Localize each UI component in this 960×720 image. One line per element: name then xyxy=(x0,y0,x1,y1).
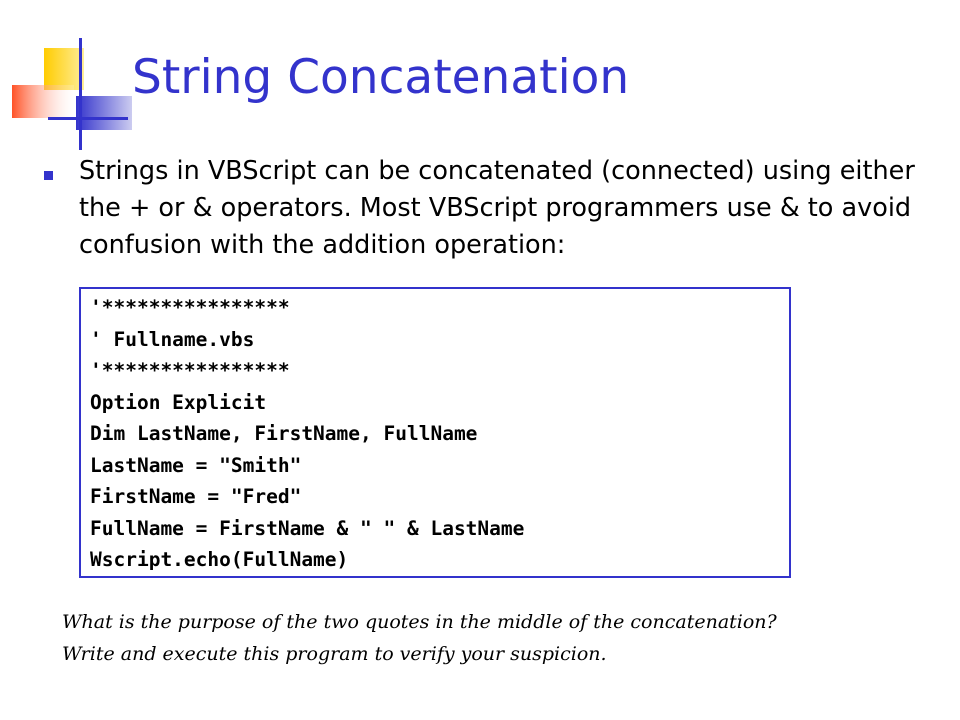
slide-corner-decoration xyxy=(0,0,140,150)
corner-shapes-graphic xyxy=(0,0,140,150)
code-line: LastName = "Smith" xyxy=(90,453,302,477)
code-line: FirstName = "Fred" xyxy=(90,485,302,508)
bullet-point xyxy=(44,153,924,264)
slide-title: String Concatenation xyxy=(132,50,630,105)
code-line: Dim LastName, FirstName, FullName xyxy=(90,422,478,445)
question-note xyxy=(62,606,942,670)
code-line: ' Fullname.vbs xyxy=(90,327,255,351)
code-line: FullName = FirstName & " " & LastName xyxy=(90,516,525,540)
code-line: Wscript.echo(FullName) xyxy=(90,548,349,571)
question-line: Write and execute this program to verify your suspicion. xyxy=(62,643,607,665)
question-line: What is the purpose of the two quotes in the middle of the concatenation? xyxy=(62,611,777,633)
code-line: '**************** xyxy=(90,359,290,382)
code-listing xyxy=(79,287,791,578)
bullet-text: Strings in VBScript can be concatenated (connected) using either the + or & operators. Most VBScript programmers use & to avoid confusion with the addition operation: xyxy=(79,156,915,260)
code-line: '**************** xyxy=(90,296,290,319)
code-line: Option Explicit xyxy=(90,390,267,414)
square-bullet-icon xyxy=(44,171,53,180)
